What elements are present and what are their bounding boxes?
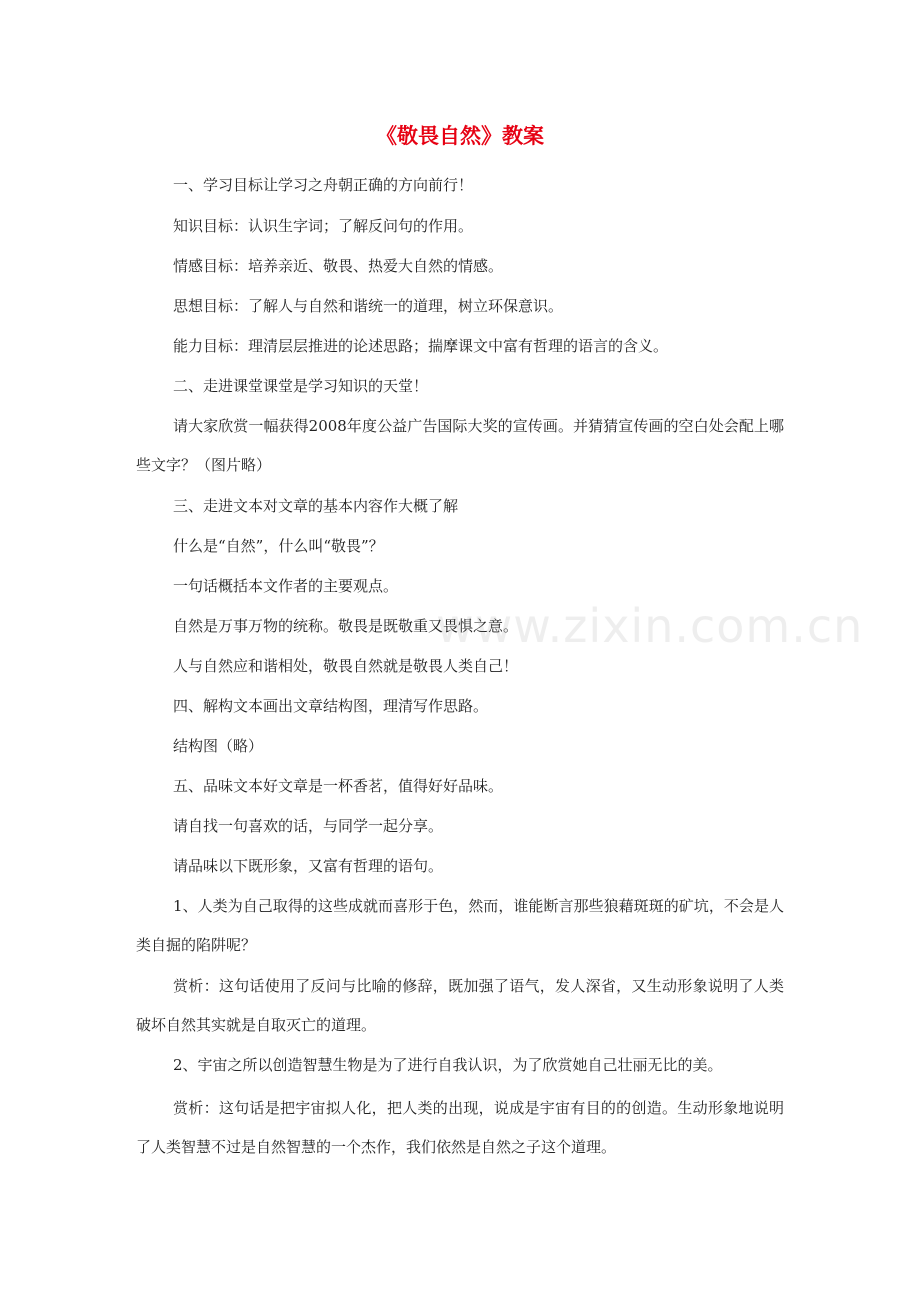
watermark: www.zixin.com.cn [436, 599, 864, 653]
paragraph-knowledge-goal: 知识目标：认识生字词；了解反问句的作用。 [173, 217, 474, 235]
paragraph-example-sentence-1: 1、人类为自己取得的这些成就而喜形于色，然而，谁能断言那些狼藉斑斑的矿坑，不会是人类自掘的陷阱呢？ [136, 897, 784, 954]
paragraph-poster-activity: 请大家欣赏一幅获得2008年度公益广告国际大奖的宣传画。并猜猜宣传画的空白处会配上哪些文字？（图片略） [136, 417, 784, 474]
section-heading-structure: 四、解构文本画出文章结构图，理清写作思路。 [173, 697, 489, 715]
paragraph-analysis-1: 赏析：这句话使用了反问与比喻的修辞，既加强了语气，发人深省，又生动形象说明了人类破坏自然其实就是自取灭亡的道理。 [136, 977, 784, 1034]
paragraph-sentence-analysis-prompt: 请品味以下既形象，又富有哲理的语句。 [173, 857, 444, 875]
paragraph-definition-answer: 自然是万事万物的统称。敬畏是既敬重又畏惧之意。 [173, 617, 519, 635]
paragraph-example-sentence-2: 2、宇宙之所以创造智慧生物是为了进行自我认识，为了欣赏她自己壮丽无比的美。 [173, 1056, 723, 1074]
section-heading-text-overview: 三、走进文本对文章的基本内容作大概了解 [173, 497, 459, 515]
section-heading-appreciation: 五、品味文本好文章是一杯香茗，值得好好品味。 [173, 777, 504, 795]
paragraph-main-viewpoint: 人与自然应和谐相处，敬畏自然就是敬畏人类自己！ [173, 657, 519, 675]
paragraph-analysis-2: 赏析：这句话是把宇宙拟人化，把人类的出现，说成是宇宙有目的的创造。生动形象地说明了人类智慧不过是自然智慧的一个杰作，我们依然是自然之子这个道理。 [136, 1099, 784, 1156]
paragraph-share-activity: 请自找一句喜欢的话，与同学一起分享。 [173, 817, 444, 835]
paragraph-ability-goal: 能力目标：理清层层推进的论述思路；揣摩课文中富有哲理的语言的含义。 [173, 337, 669, 355]
paragraph-main-viewpoint-prompt: 一句话概括本文作者的主要观点。 [173, 577, 399, 595]
paragraph-thought-goal: 思想目标：了解人与自然和谐统一的道理，树立环保意识。 [173, 297, 564, 315]
section-heading-classroom: 二、走进课堂课堂是学习知识的天堂！ [173, 377, 429, 395]
paragraph-emotion-goal: 情感目标：培养亲近、敬畏、热爱大自然的情感。 [173, 257, 504, 275]
paragraph-structure-diagram: 结构图（略） [173, 737, 264, 755]
paragraph-question-definition: 什么是“自然”，什么叫“敬畏”？ [173, 537, 384, 555]
document-title: 《敬畏自然》教案 [376, 124, 544, 148]
section-heading-learning-goals: 一、学习目标让学习之舟朝正确的方向前行！ [173, 176, 474, 194]
